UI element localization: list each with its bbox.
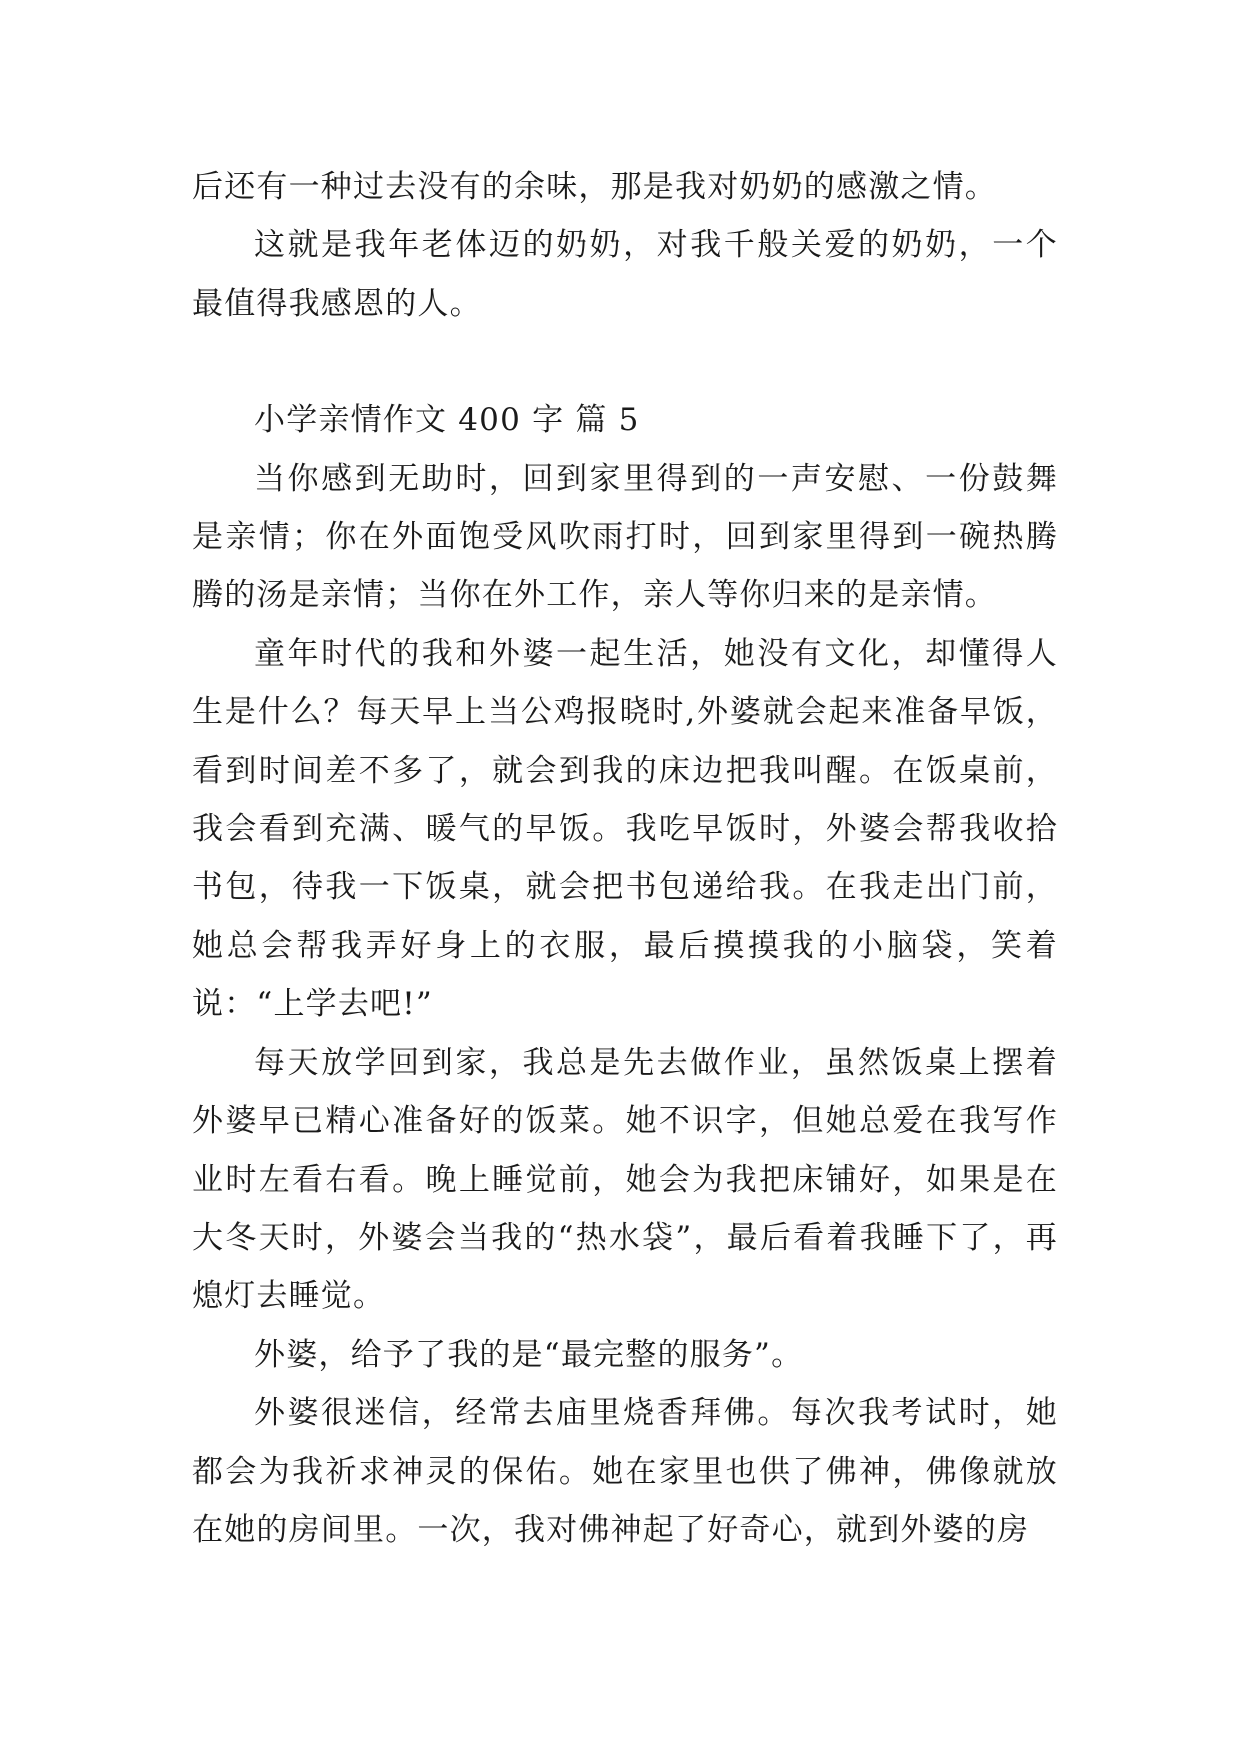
paragraph: 外婆，给予了我的是“最完整的服务”。 [254,1336,804,1373]
paragraph-closing: 这就是我年老体迈的奶奶，对我千般关爱的奶奶，一个最值得我感恩的人。 [192,227,1058,322]
document-body [192,158,1058,1559]
paragraph: 当你感到无助时，回到家里得到的一声安慰、一份鼓舞是亲情；你在外面饱受风吹雨打时，回到家里得到一碗热腾腾的汤是亲情；当你在外工作，亲人等你归来的是亲情。 [192,460,1058,614]
paragraph: 每天放学回到家，我总是先去做作业，虽然饭桌上摆着外婆早已精心准备好的饭菜。她不识字，但她总爱在我写作业时左看右看。晚上睡觉前，她会为我把床铺好，如果是在大冬天时，外婆会当我的“热水袋”，最后看着我睡下了，再熄灯去睡觉。 [192,1044,1058,1315]
section-title: 小学亲情作文 400 字 篇 5 [254,402,640,439]
paragraph: 童年时代的我和外婆一起生活，她没有文化，却懂得人生是什么？每天早上当公鸡报晓时,外婆就会起来准备早饭，看到时间差不多了，就会到我的床边把我叫醒。在饭桌前，我会看到充满、暖气的早饭。我吃早饭时，外婆会帮我收拾书包，待我一下饭桌，就会把书包递给我。在我走出门前，她总会帮我弄好身上的衣服，最后摸摸我的小脑袋，笑着说：“上学去吧!” [192,635,1058,1023]
paragraph-continued: 后还有一种过去没有的余味，那是我对奶奶的感激之情。 [192,169,997,205]
paragraph: 外婆很迷信，经常去庙里烧香拜佛。每次我考试时，她都会为我祈求神灵的保佑。她在家里也供了佛神，佛像就放在她的房间里。一次，我对佛神起了好奇心，就到外婆的房 [192,1395,1058,1548]
